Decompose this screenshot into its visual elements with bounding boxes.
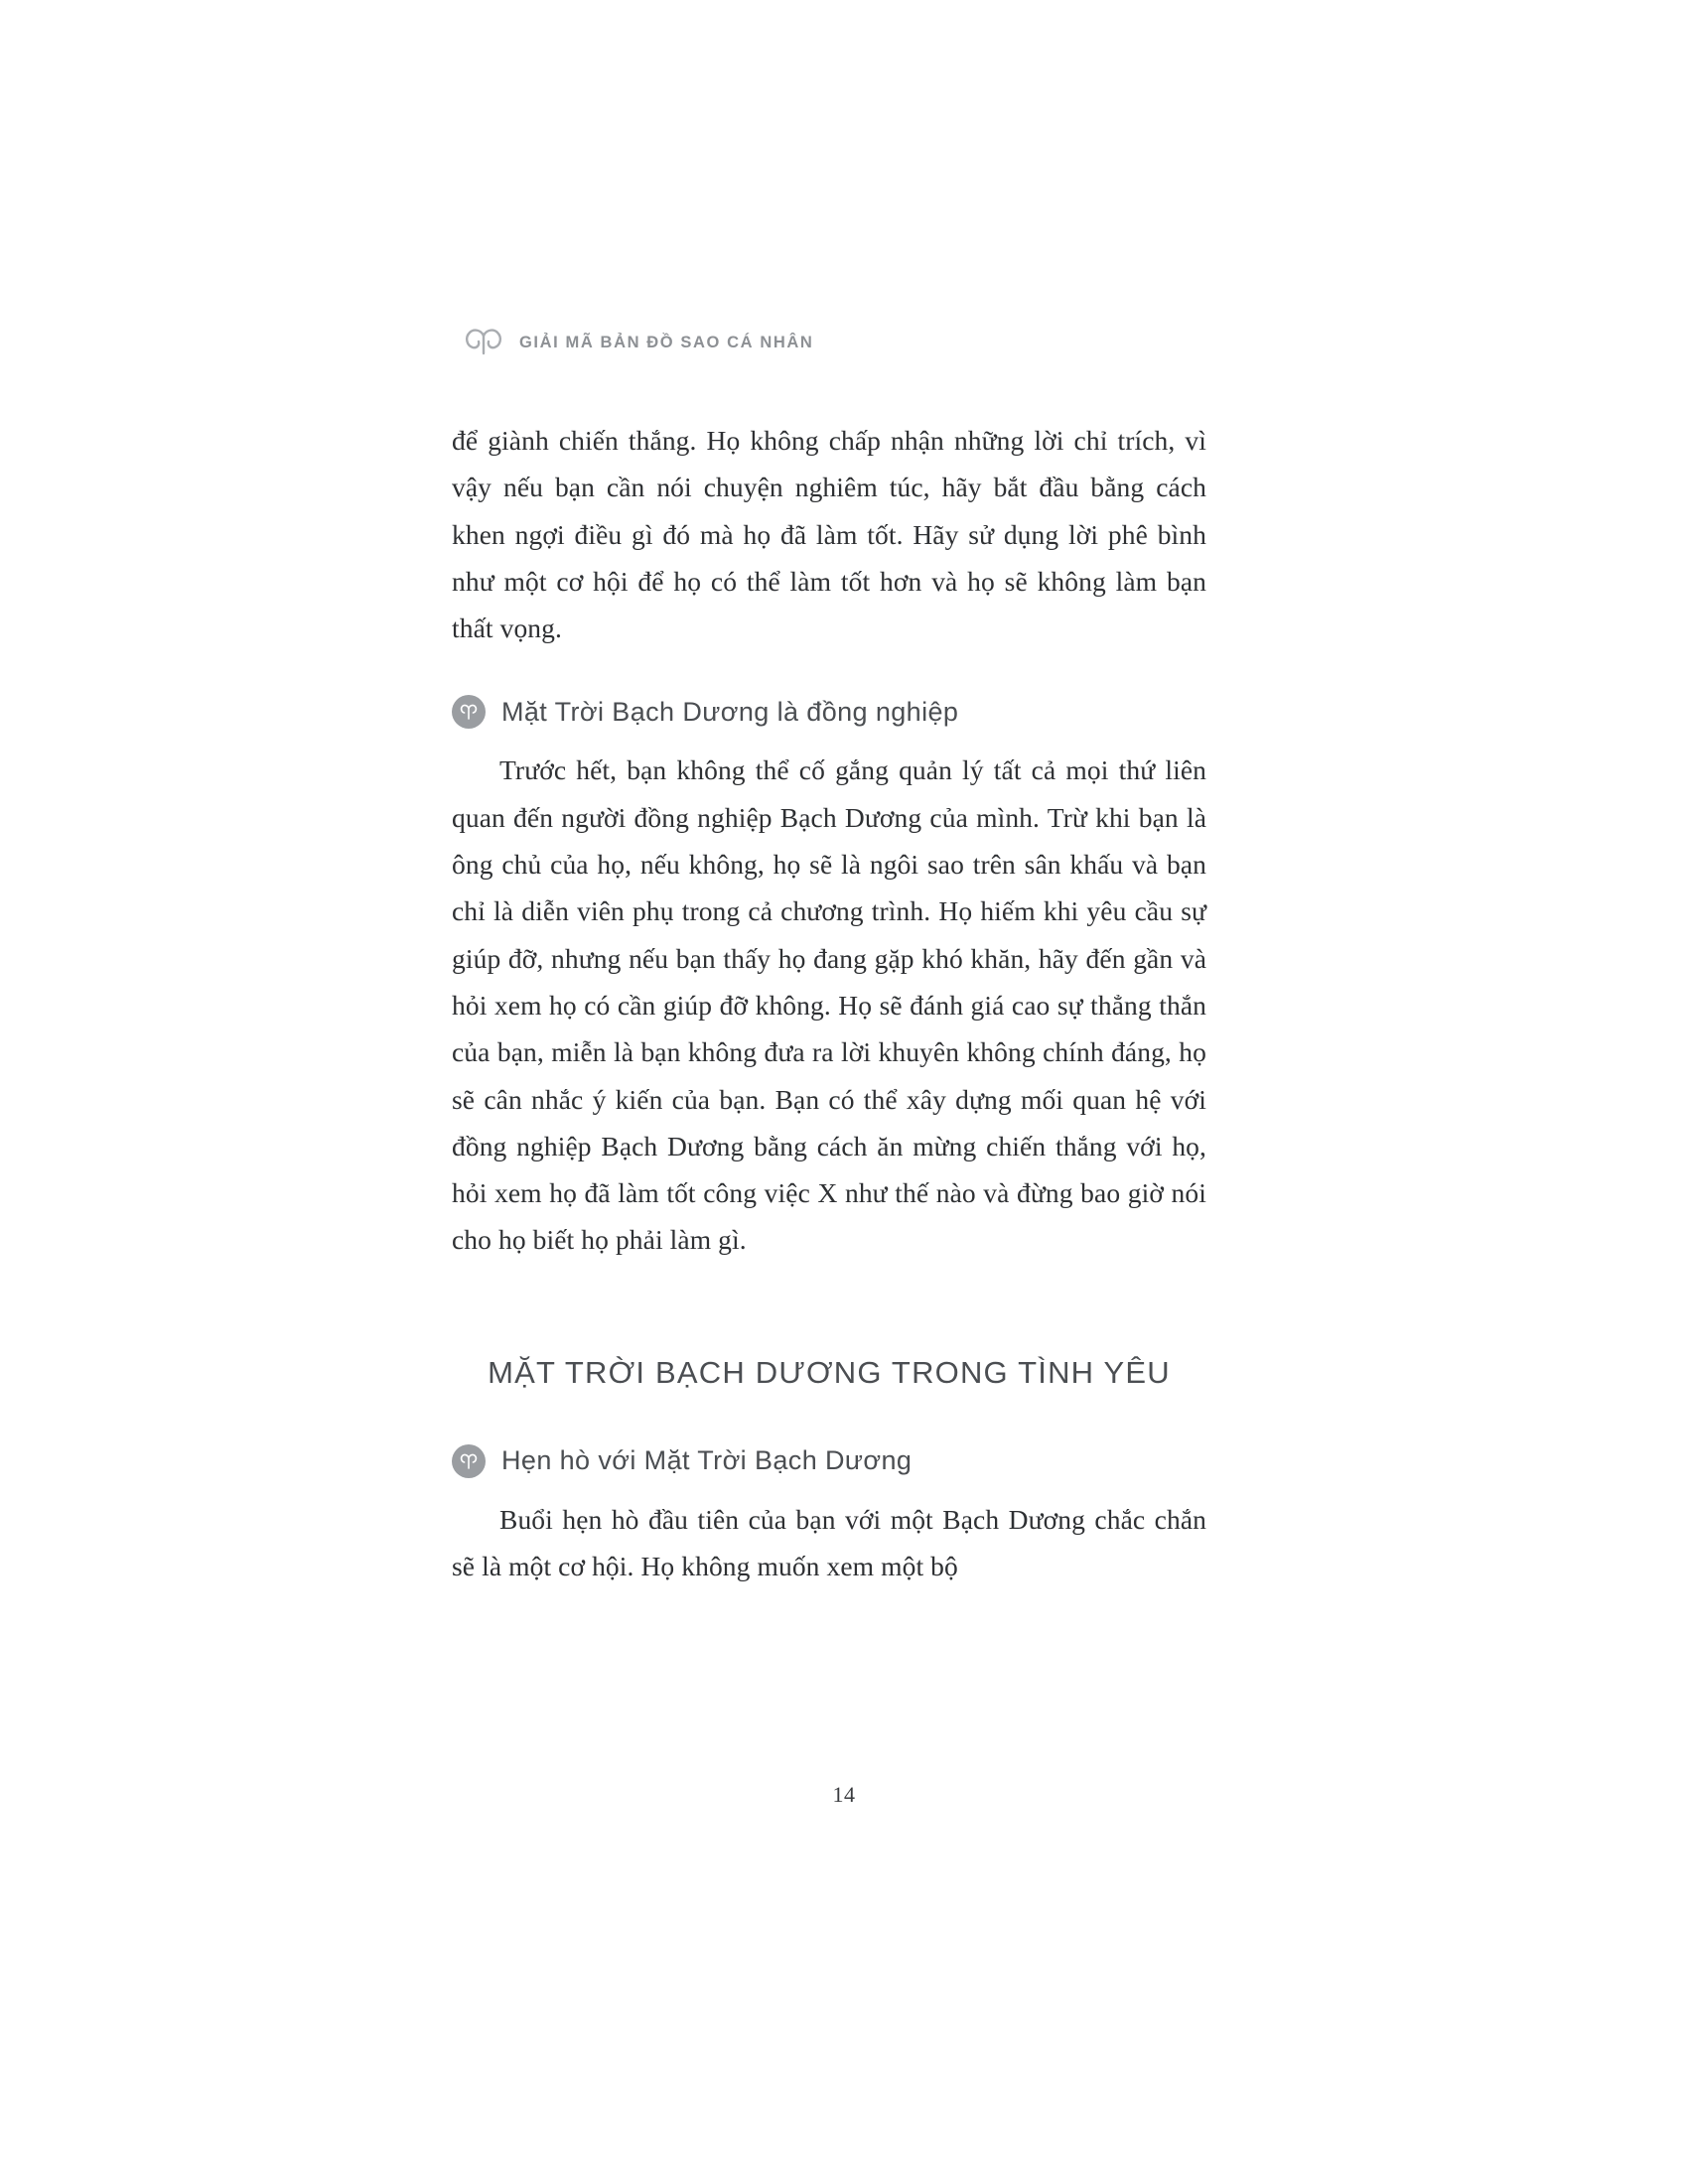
subheading-dating bbox=[452, 1444, 1206, 1478]
subheading-colleague bbox=[452, 695, 1206, 729]
page-number: 14 bbox=[832, 1782, 856, 1807]
page-content bbox=[452, 328, 1206, 1589]
running-header-title: GIẢI MÃ BẢN ĐỒ SAO CÁ NHÂN bbox=[519, 333, 814, 351]
aries-zodiac-icon bbox=[452, 1444, 486, 1478]
paragraph-dating: Buổi hẹn hò đầu tiên của bạn với một Bạch Dương chắc chắn sẽ là một cơ hội. Họ không muốn xem một bộ bbox=[452, 1503, 1206, 1582]
paragraph-colleague: Trước hết, bạn không thể cố gắng quản lý tất cả mọi thứ liên quan đến người đồng nghiệp Bạch Dương của mình. Trừ khi bạn là ông chủ của họ, nếu không, họ sẽ là ngôi sao trên sân khấu và bạn chỉ là diễn viên phụ trong cả chương trình. Họ hiếm khi yêu cầu sự giúp đỡ, nhưng nếu bạn thấy họ đang gặp khó khăn, hãy đến gần và hỏi xem họ có cần giúp đỡ không. Họ sẽ đánh giá cao sự thẳng thắn của bạn, miễn là bạn không đưa ra lời khuyên không chính đáng, họ sẽ cân nhắc ý kiến của bạn. Bạn có thể xây dựng mối quan hệ với đồng nghiệp Bạch Dương bằng cách ăn mừng chiến thắng với họ, hỏi xem họ đã làm tốt công việc X như thế nào và đừng bao giờ nói cho họ biết họ phải làm gì. bbox=[452, 754, 1206, 1256]
subheading-colleague-label: Mặt Trời Bạch Dương là đồng nghiệp bbox=[501, 696, 959, 727]
subheading-dating-label: Hẹn hò với Mặt Trời Bạch Dương bbox=[501, 1445, 913, 1476]
running-header bbox=[452, 328, 1206, 357]
section-title: MẶT TRỜI BẠCH DƯƠNG TRONG TÌNH YÊU bbox=[488, 1354, 1171, 1390]
aries-ram-ornament-icon bbox=[462, 328, 505, 357]
paragraph-continued: để giành chiến thắng. Họ không chấp nhận những lời chỉ trích, vì vậy nếu bạn cần nói chuyện nghiêm túc, hãy bắt đầu bằng cách khen ngợi điều gì đó mà họ đã làm tốt. Hãy sử dụng lời phê bình như một cơ hội để họ có thể làm tốt hơn và họ sẽ không làm bạn thất vọng. bbox=[452, 425, 1206, 644]
aries-zodiac-icon bbox=[452, 695, 486, 729]
